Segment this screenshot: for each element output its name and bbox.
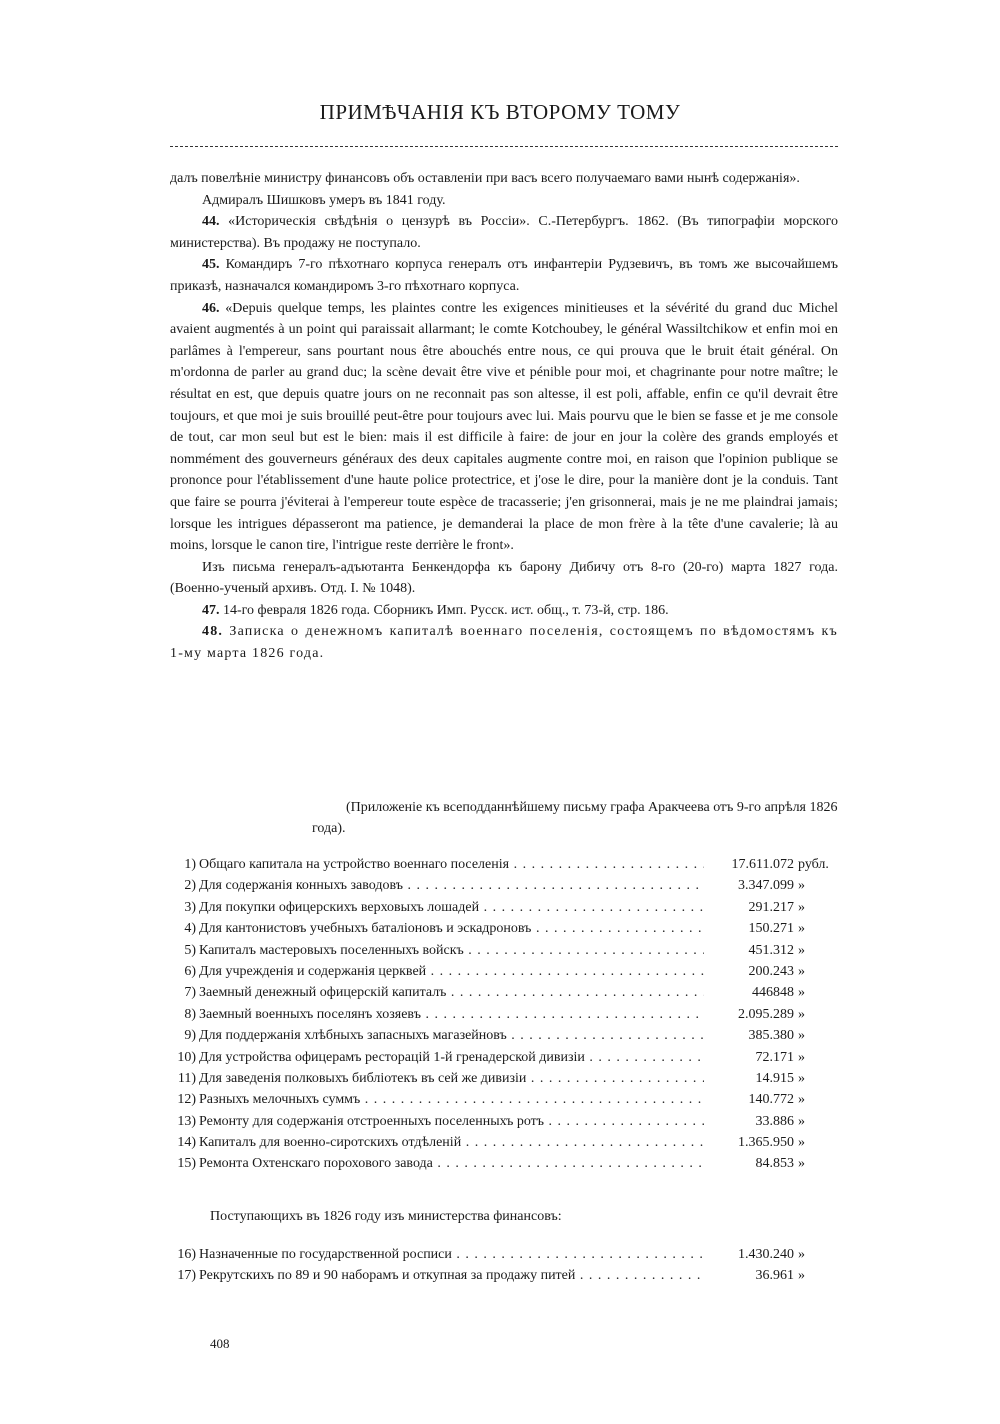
note-number: 44. [202,214,220,230]
ledger-row-unit: » [798,1135,805,1151]
ledger-row-label: Для покупки офицерскихъ верховыхъ лошадей . . . [199,900,704,916]
ledger-row-amount: 291.217 [748,899,794,915]
ledger-row-number: 2) [184,878,196,894]
ledger-row [166,1007,842,1028]
ledger-row-unit: » [798,1268,805,1284]
note-number: 46. [202,300,220,316]
ledger-row-number: 17) [177,1268,196,1284]
appendix-heading-text: (Приложеніе къ всеподданнѣйшему письму графа Аракчеева отъ 9-го апрѣля 1826 года). [312,800,838,836]
note-44 [170,211,838,254]
ledger-row-unit: » [798,1049,805,1065]
note-47 [170,600,838,622]
ledger-row-amount: 385.380 [748,1028,794,1044]
paragraph-source: Изъ письма генералъ-адъютанта Бенкендорфа къ барону Дибичу отъ 8-го (20-го) марта 1827 года. (Военно-ученый архивъ. Отд. I. № 1048). [170,559,838,597]
note-46 [170,298,838,557]
ledger-row [166,1114,842,1135]
page-number: 408 [210,1336,230,1351]
ledger-row-number: 7) [184,985,196,1001]
ledger-row-label: Для кантонистовъ учебныхъ баталіоновъ и эскадроновъ . . . [199,921,704,937]
ledger-row [166,900,842,921]
note-text: «Depuis quelque temps, les plaintes contre les exigences minitieuses et la sévérité du grand duc Michel avaient augmentés à un point qui paraissait allarmant; le comte Kotchoubey, le général Wassiltchikow et enfin moi en parlâmes à l'empereur, sans pourtant nous être abouchés entre nous, ce qui prouva que le bruit était général. On m'ordonna de parler au grand duc; la scène devait être vive et pénible pour moi, et chagrinante pour notre maître; le résultat en est, que depuis quatre jours on ne reconnait pas son altesse, il est poli, affable, enfin ce qu'il devrait être toujours, et que moi je suis brouillé peut-être pour toujours avec lui. Mais pourvu que le bien se fasse et je me console de tout, car mon seul but est le bien: mais il est difficile à faire: de jour en jour la colère des grands employés et nommément des gouverneurs généraux des deux capitales augmente contre moi, en raison que l'opinion publique se prononce pour l'établissement d'une haute police protectrice, et j'ose le dire, pour la manière dont je la conduis. Tant que faire se pourra j'éviterai à l'empereur toute espèce de tracasserie; j'en grisonnerai, mais je ne me plaindrai jamais; lorsque les intrigues dépasseront ma patience, je demanderai la place de mon frère à la tête d'une cavalerie; là au moins, lorsque le canon tire, l'intrigue reste derrière le front». [170,300,838,554]
ledger-row-unit: » [798,1156,805,1172]
ledger-row-label: Разныхъ мелочныхъ суммъ . . . [199,1092,704,1108]
finance-ledger [166,1247,842,1290]
ledger-row [166,1028,842,1049]
ledger-row-unit: » [798,1070,805,1086]
ledger-row-unit: » [798,1113,805,1129]
ledger-row-amount: 446848 [752,985,794,1001]
ledger-row-label: Капиталъ мастеровыхъ поселенныхъ войскъ . . . [199,943,704,959]
ledger-row-unit: » [798,985,805,1001]
ledger-row-amount: 84.853 [755,1156,794,1172]
ledger-row-number: 15) [177,1156,196,1172]
note-text: Командиръ 7-го пѣхотнаго корпуса генералъ отъ инфантеріи Рудзевичъ, въ томъ же высочайшемъ приказѣ, назначался командиромъ 3-го пѣхотнаго корпуса. [170,257,838,294]
note-45 [170,254,838,297]
ledger-row-amount: 36.961 [755,1268,794,1284]
ledger-row-unit: » [798,899,805,915]
ledger-row-number: 14) [177,1135,196,1151]
ledger-row-amount: 17.611.072 [731,857,794,872]
ledger-row-amount: 200.243 [748,963,794,979]
header-rule [170,146,838,147]
ledger-row-amount: 33.886 [755,1113,794,1129]
ledger-row-number: 10) [177,1049,196,1065]
ledger-row-label: Для поддержанія хлѣбныхъ запасныхъ магазейновъ . . . [199,1028,704,1044]
ledger-row-amount: 1.365.950 [738,1135,794,1151]
ledger-row-amount: 14.915 [755,1070,794,1086]
page-title: ПРИМѢЧАНІЯ КЪ ВТОРОМУ ТОМУ [319,100,681,124]
ledger-row-label: Ремонту для содержанія отстроенныхъ поселенныхъ ротъ . . . [199,1114,704,1130]
ledger-row-label: Общаго капитала на устройство военнаго поселенія . . . [199,857,704,873]
ledger-row-label: Капиталъ для военно-сиротскихъ отдѣленій . . . [199,1135,704,1151]
note-text: «Историческія свѣдѣнія о цензурѣ въ Россіи». С.-Петербургъ. 1862. (Въ типографіи морского министерства). Въ продажу не поступало. [170,214,839,251]
ledger-row-amount: 140.772 [748,1092,794,1108]
ledger-row-unit: » [798,942,805,958]
appendix-heading [312,797,838,839]
ledger-row-number: 12) [177,1092,196,1108]
ledger-row [166,921,842,942]
note-text: 14-го февраля 1826 года. Сборникъ Имп. Русск. ист. общ., т. 73-й, стр. 186. [223,602,669,618]
ledger-row-number: 6) [184,963,196,979]
ledger-row-amount: 72.171 [755,1049,794,1065]
ledger-row-label: Для заведенія полковыхъ библіотекъ въ сей же дивизіи . . . [199,1071,704,1087]
ledger-row-unit: рубл. [798,857,829,872]
ledger-row-number: 8) [184,1006,196,1022]
capital-ledger [166,857,842,1178]
ledger-row [166,943,842,964]
ledger-row-label: Для устройства офицерамъ ресторацій 1-й гренадерской дивизіи . . . [199,1050,704,1066]
ledger-subheading: Поступающихъ въ 1826 году изъ министерства финансовъ: [210,1209,562,1224]
ledger-row-label: Ремонта Охтенскаго порохового завода . . . [199,1156,704,1172]
ledger-row-unit: » [798,921,805,937]
ledger-row-unit: » [798,1092,805,1108]
ledger-row [166,964,842,985]
ledger-row [166,985,842,1006]
ledger-row [166,878,842,899]
ledger-row-number: 4) [184,921,196,937]
ledger-row-number: 11) [177,1070,196,1086]
ledger-row [166,1092,842,1113]
ledger-row-amount: 3.347.099 [738,878,794,894]
ledger-row [166,1135,842,1156]
ledger-row-unit: » [798,878,805,894]
ledger-row [166,857,842,878]
note-number: 48. [202,624,224,640]
ledger-row-number: 9) [184,1028,196,1044]
ledger-row-label: Назначенные по государственной росписи . . . [199,1247,704,1263]
ledger-row-amount: 451.312 [748,942,794,958]
ledger-row-label: Для содержанія конныхъ заводовъ . . . [199,878,704,894]
ledger-row-amount: 1.430.240 [738,1247,794,1262]
ledger-row-unit: » [798,1028,805,1044]
ledger-row-unit: » [798,963,805,979]
ledger-row-number: 1) [184,857,196,872]
ledger-row-number: 3) [184,899,196,915]
ledger-row-label: Рекрутскихъ по 89 и 90 наборамъ и откупная за продажу питей . . . [199,1268,704,1284]
ledger-row-unit: » [798,1247,805,1262]
ledger-row-label: Для учрежденія и содержанія церквей . . . [199,964,704,980]
note-number: 47. [202,602,220,618]
note-number: 45. [202,257,220,273]
ledger-row [166,1247,842,1268]
ledger-row-label: Заемный военныхъ поселянъ хозяевъ . . . [199,1007,704,1023]
ledger-row [166,1071,842,1092]
ledger-row-amount: 2.095.289 [738,1006,794,1022]
paragraph: Адмиралъ Шишковъ умеръ въ 1841 году. [202,192,446,208]
ledger-row [166,1156,842,1177]
note-48 [170,621,838,664]
paragraph-continuation: далъ повелѣніе министру финансовъ объ оставленіи при васъ всего получаемаго вами нынѣ содержанія». [170,171,800,186]
ledger-row-unit: » [798,1006,805,1022]
ledger-row-number: 5) [184,942,196,958]
ledger-row-amount: 150.271 [748,921,794,937]
ledger-row-number: 13) [177,1113,196,1129]
ledger-row [166,1268,842,1289]
notes-body [170,168,838,665]
note-text: Записка о денежномъ капиталѣ военнаго поселенія, состоящемъ по вѣдомостямъ къ 1-му марта 1826 года. [170,624,838,662]
ledger-row-number: 16) [177,1247,196,1262]
ledger-row [166,1050,842,1071]
ledger-row-label: Заемный денежный офицерскій капиталъ . . . [199,985,704,1001]
